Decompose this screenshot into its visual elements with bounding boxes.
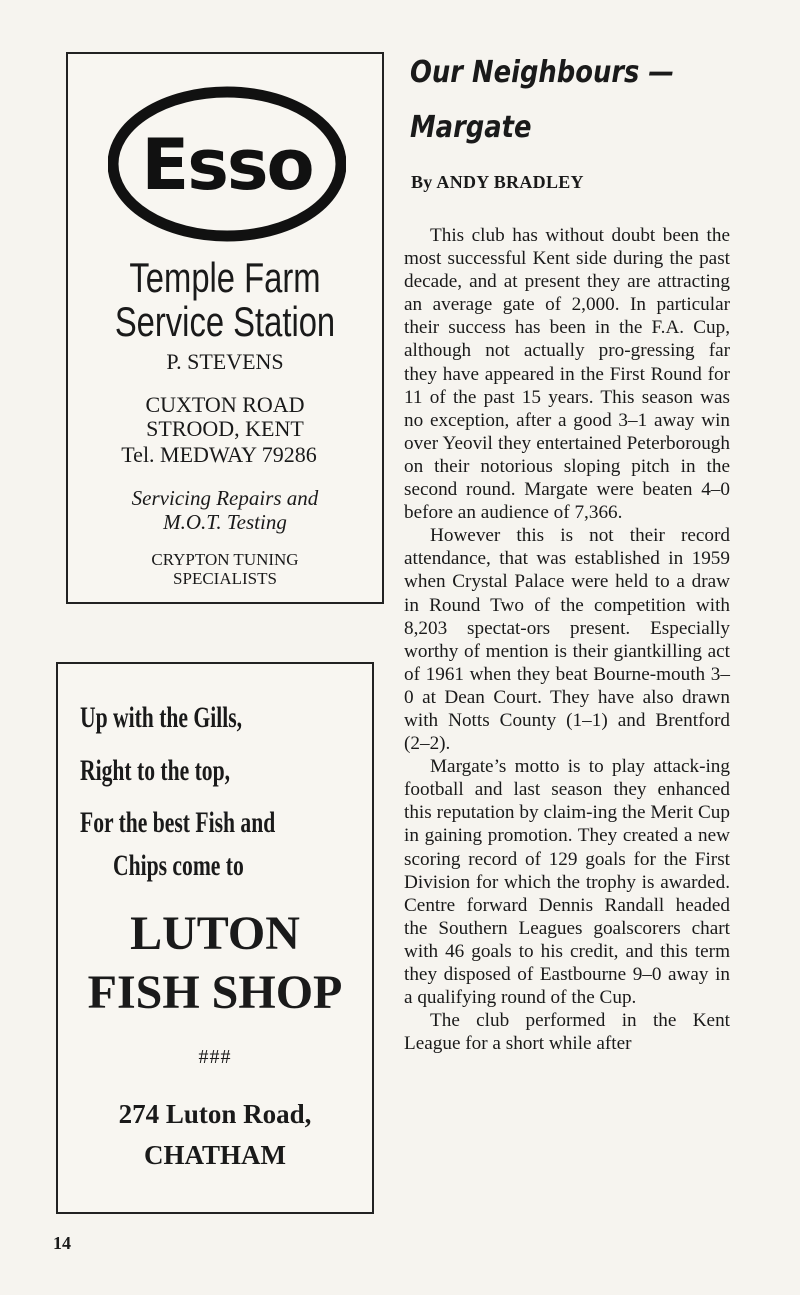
services-line2: M.O.T. Testing — [163, 510, 287, 534]
services-line1: Servicing Repairs and — [131, 486, 319, 510]
article-title-line1: Our Neighbours — — [410, 55, 675, 90]
station-name-line2: Service Station — [114, 298, 336, 345]
slogan-line4: Chips come to — [113, 849, 244, 882]
separator-marks: ### — [198, 1046, 232, 1068]
shop-address-line1: 274 Luton Road, — [118, 1099, 312, 1129]
article-byline: By ANDY BRADLEY — [411, 172, 584, 192]
article-paragraph: The club performed in the Kent League for a short while after — [404, 1010, 730, 1055]
esso-logo-text: Esso — [141, 124, 313, 206]
esso-advertisement — [66, 52, 384, 604]
slogan-line1: Up with the Gills, — [80, 701, 243, 734]
specialty-line1: CRYPTON TUNING — [151, 550, 299, 569]
article-paragraph: This club has without doubt been the most successful Kent side during the past decade, and at present they are attracting an average gate of 2,000. In particular their success has been in the F.A. Cup, although not actually pro-gressing far they have appeared in the First Round for 11 of the past 15 years. This season was no exception, after a good 3–1 away win over Yeovil they entertained Peterborough on their notorious sloping pitch in the second round. Margate were beaten 4–0 before an audience of 7,366. — [404, 225, 730, 524]
shop-name-line2: FISH SHOP — [87, 966, 343, 1019]
article-body — [404, 224, 730, 1055]
article-paragraph: Margate’s motto is to play attack-ing football and last season they enhanced this reputation by claim-ing the Merit Cup in gaining promotion. They created a new scoring record of 129 goals for the First Division for which the trophy is awarded. Centre forward Dennis Randall headed the Southern Leagues goalscorers chart with 46 goals to his credit, and this term they disposed of Eastbourne 9–0 away in a qualifying round of the Cup. — [404, 756, 730, 1009]
article-paragraph: However this is not their record attendance, that was established in 1959 when Crystal Palace were held to a draw in Round Two of the competition with 8,203 spectat-ors present. Especially worthy of mention is their giantkilling act of 1961 when they beat Bourne-mouth 3–0 at Dean Court. They have also drawn with Notts County (1–1) and Brentford (2–2). — [404, 525, 730, 755]
slogan-line3: For the best Fish and — [80, 806, 276, 839]
shop-name-line1: LUTON — [130, 907, 300, 960]
specialty-line2: SPECIALISTS — [173, 569, 277, 588]
page-number: 14 — [53, 1233, 71, 1253]
address-line2: STROOD, KENT — [146, 416, 304, 441]
fish-shop-advertisement — [56, 662, 374, 1214]
proprietor-name: P. STEVENS — [166, 349, 284, 374]
phone-number: Tel. MEDWAY 79286 — [121, 442, 317, 467]
esso-logo — [108, 86, 346, 242]
article-title-line2: Margate — [410, 110, 532, 145]
slogan-line2: Right to the top, — [80, 754, 231, 787]
shop-address-line2: CHATHAM — [144, 1140, 286, 1170]
address-line1: CUXTON ROAD — [145, 392, 305, 417]
station-name-line1: Temple Farm — [129, 254, 321, 301]
